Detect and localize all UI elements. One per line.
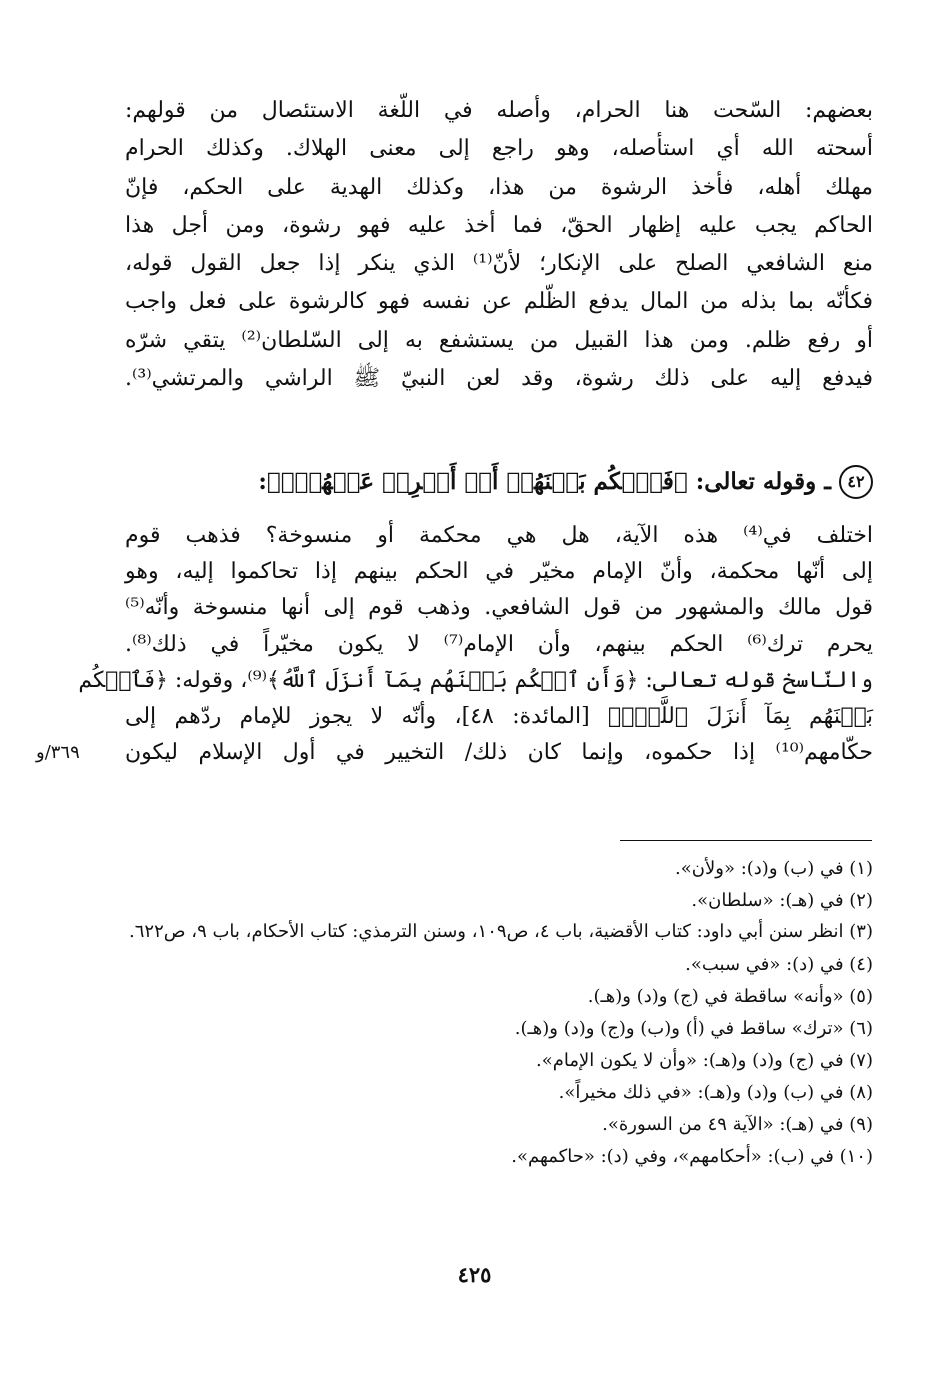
- text-line: والنّاسخ قوله تعالى: ﴿وَأَنِ ٱحۡكُم بَيۡنَهُم بِمَآ أَنزَلَ ٱللَّهُ﴾⁽⁹⁾، وقوله: ﴿فَٱحۡكُم: [78, 667, 873, 693]
- footnote: (٢) في (هـ): «سلطان».: [691, 890, 873, 911]
- text-line: منع الشافعي الصلح على الإنكار؛ لأنّ⁽¹⁾ الذي ينكر إذا جعل القول قوله،: [125, 251, 873, 277]
- text-line: مهلك أهله، فأخذ الرشوة من هذا، وكذلك الهدية على الحكم، فإنّ: [125, 174, 873, 200]
- text-line: قول مالك والمشهور من قول الشافعي. وذهب قوم إلى أنها منسوخة وأنّه⁽⁵⁾: [125, 595, 873, 621]
- main-paragraph: [125, 92, 873, 398]
- verse-number-badge: ٤٢: [839, 465, 873, 499]
- text-line: إلى أنّها محكمة، وأنّ الإمام مخيّر في الحكم بينهم إذا تحاكموا إليه، وهو: [125, 559, 873, 585]
- text-line: فيدفع إليه على ذلك رشوة، وقد لعن النبيّ ﷺ الراشي والمرتشي⁽³⁾.: [125, 366, 873, 392]
- footnotes: [113, 853, 873, 1173]
- manuscript-folio-reference: ٣٦٩/و: [36, 742, 80, 763]
- footnote: (٣) انظر سنن أبي داود: كتاب الأقضية، باب ٤، ص١٠٩، وسنن الترمذي: كتاب الأحكام، باب ٩، ص٦٢٢.: [129, 921, 873, 942]
- commentary-paragraph: [78, 518, 873, 771]
- text-line: بَيۡنَهُم بِمَآ أَنزَلَ ٱللَّهُۖ﴾ [المائدة: ٤٨]، وأنّه لا يجوز للإمام ردّهم إلى: [125, 703, 873, 729]
- footnote: (٤) في (د): «في سبب».: [685, 954, 873, 975]
- text-line: حكّامهم⁽¹⁰⁾ إذا حكموه، وإنما كان ذلك/ التخيير في أول الإسلام ليكون: [125, 740, 873, 766]
- text-line: الحاكم يجب عليه إظهار الحقّ، فما أخذ عليه فهو رشوة، ومن أجل هذا: [125, 212, 873, 238]
- footnote-separator: [620, 840, 872, 841]
- footnote: (٨) في (ب) و(د) و(هـ): «في ذلك مخيراً».: [558, 1082, 873, 1103]
- footnote: (٩) في (هـ): «الآية ٤٩ من السورة».: [602, 1114, 873, 1135]
- page-number: ٤٢٥: [457, 1262, 492, 1287]
- verse-heading-text: ـ وقوله تعالى: ﴿فَٱحۡكُم بَيۡنَهُمۡ أَوۡ أَعۡرِضۡ عَنۡهُمۡۖ﴾:: [258, 468, 831, 495]
- text-line: يحرم ترك⁽⁶⁾ الحكم بينهم، وأن الإمام⁽⁷⁾ لا يكون مخيّراً في ذلك⁽⁸⁾.: [125, 631, 873, 657]
- footnote: (٧) في (ج) و(د) و(هـ): «وأن لا يكون الإمام».: [535, 1050, 873, 1071]
- verse-heading: [125, 462, 873, 502]
- text-line: أو رفع ظلم. ومن هذا القبيل من يستشفع به إلى السّلطان⁽²⁾ يتقي شرّه: [125, 327, 874, 353]
- text-line: بعضهم: السّحت هنا الحرام، وأصله في اللّغة الاستئصال من قولهم:: [125, 98, 873, 123]
- footnote: (٥) «وأنه» ساقطة في (ج) و(د) و(هـ).: [587, 986, 873, 1007]
- footnote: (١٠) في (ب): «أحكامهم»، وفي (د): «حاكمهم».: [511, 1146, 873, 1167]
- footnote: (١) في (ب) و(د): «ولأن».: [675, 858, 873, 879]
- text-line: اختلف في⁽⁴⁾ هذه الآية، هل هي محكمة أو منسوخة؟ فذهب قوم: [125, 523, 873, 548]
- footnote: (٦) «ترك» ساقط في (أ) و(ب) و(ج) و(د) و(هـ).: [514, 1018, 873, 1039]
- text-line: أسحته الله أي استأصله، وهو راجع إلى معنى الهلاك. وكذلك الحرام: [125, 136, 873, 162]
- text-line: فكأنّه بما بذله من المال يدفع الظّلم عن نفسه فهو كالرشوة على فعل واجب: [125, 289, 873, 315]
